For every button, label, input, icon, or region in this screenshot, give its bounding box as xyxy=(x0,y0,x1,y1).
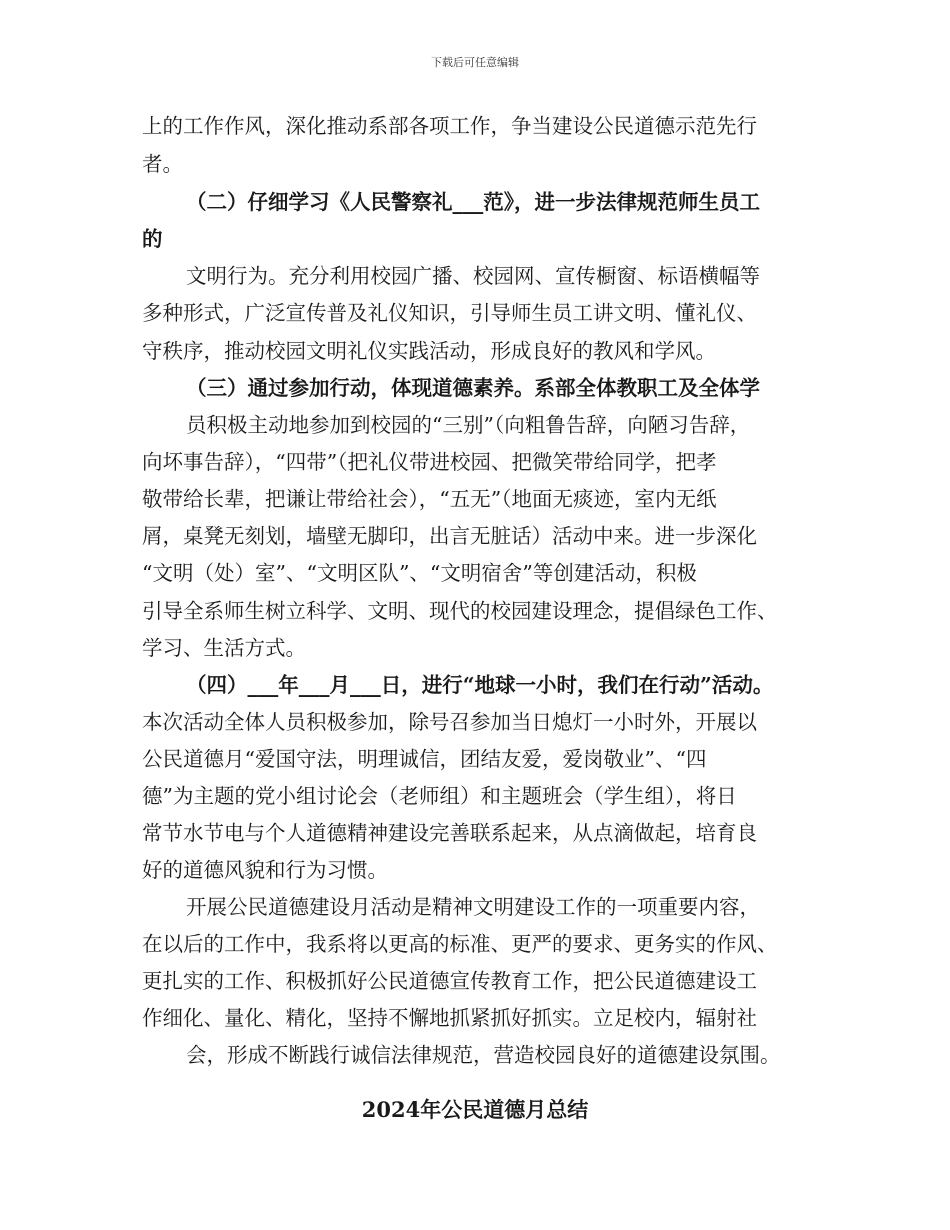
body-line: 会，形成不断践行诚信法律规范，营造校园良好的道德建设氛围。 xyxy=(186,1043,781,1067)
section-heading: （二）仔细学习《人民警察礼___范》，进一步法律规范师生员工 xyxy=(186,190,760,214)
body-line: 好的道德风貌和行为习惯。 xyxy=(142,858,388,882)
body-line: 多种形式，广泛宣传普及礼仪知识，引导师生员工讲文明、懂礼仪、 xyxy=(142,301,757,325)
section-heading: （四）___年___月___日，进行“地球一小时，我们在行动”活动。 xyxy=(186,673,774,697)
body-line: 屑，桌凳无刻划，墙壁无脚印，出言无脏话）活动中来。进一步深化 xyxy=(142,524,757,548)
body-line: 开展公民道德建设月活动是精神文明建设工作的一项重要内容， xyxy=(186,895,760,919)
body-line: 学习、生活方式。 xyxy=(142,636,306,660)
body-line: 敬带给长辈，把谦让带给社会），“五无”（地面无痰迹，室内无纸 xyxy=(142,487,717,511)
body-line: 守秩序，推动校园文明礼仪实践活动，形成良好的教风和学风。 xyxy=(142,339,716,363)
body-line: 德”为主题的党小组讨论会（老师组）和主题班会（学生组），将日 xyxy=(142,784,737,808)
body-line: 上的工作作风，深化推动系部各项工作，争当建设公民道德示范先行 xyxy=(142,114,757,138)
body-line: 常节水节电与个人道德精神建设完善联系起来，从点滴做起，培育良 xyxy=(142,821,757,845)
document-title: 2024年公民道德月总结 xyxy=(361,1097,589,1122)
body-line: “文明（处）室”、“文明区队”、“文明宿舍”等创建活动，积极 xyxy=(142,561,697,585)
body-line: 引导全系师生树立科学、文明、现代的校园建设理念，提倡绿色工作、 xyxy=(142,599,778,623)
body-line: 作细化、量化、精化，坚持不懈地抓紧抓好抓实。立足校内，辐射社 xyxy=(142,1006,757,1030)
body-line: 文明行为。充分利用校园广播、校园网、宣传橱窗、标语横幅等 xyxy=(186,264,760,288)
body-line: 者。 xyxy=(142,152,183,176)
body-line: 向坏事告辞），“四带”（把礼仪带进校园、把微笑带给同学，把孝 xyxy=(142,450,717,474)
section-heading: 的 xyxy=(142,227,163,251)
section-heading: （三）通过参加行动，体现道德素养。系部全体教职工及全体学 xyxy=(186,376,760,400)
body-line: 更扎实的工作、积极抓好公民道德宣传教育工作，把公民道德建设工 xyxy=(142,969,757,993)
body-line: 本次活动全体人员积极参加，除号召参加当日熄灯一小时外，开展以 xyxy=(142,710,757,734)
body-line: 公民道德月“爱国守法，明理诚信，团结友爱，爱岗敬业”、“四 xyxy=(142,747,707,771)
body-line: 在以后的工作中，我系将以更高的标准、更严的要求、更务实的作风、 xyxy=(142,932,778,956)
page-header: 下载后可任意编辑 xyxy=(431,56,519,69)
body-line: 员积极主动地参加到校园的“三别”（向粗鲁告辞，向陋习告辞， xyxy=(186,413,751,437)
